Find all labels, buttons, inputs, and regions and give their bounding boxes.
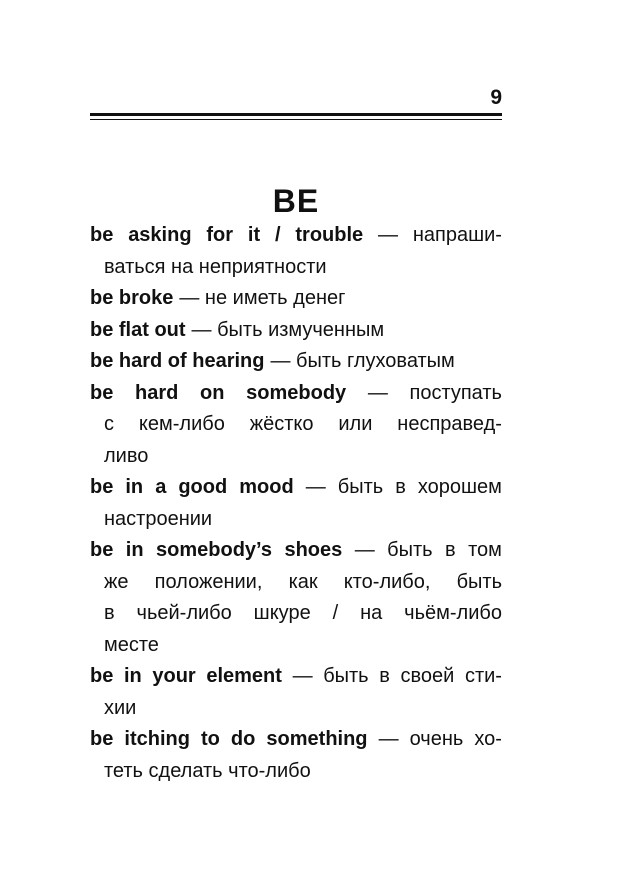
entry-continuation-line (90, 409, 502, 441)
entry-term-word: be hard of hearing (90, 350, 265, 372)
entry-definition-word: чьём-либо (404, 602, 502, 624)
entry-definition-word: чьей-либо (136, 602, 232, 624)
entry-term-word: be (90, 224, 114, 246)
entry-definition-word: на (360, 602, 383, 624)
entry-term-word: be (90, 539, 114, 561)
entry-definition-word: — (305, 476, 326, 498)
entry-first-line (90, 535, 502, 567)
entry-term-word: be (90, 476, 114, 498)
entry-definition-word: — быть глуховатым (270, 350, 455, 372)
entry-term-word: in (125, 476, 144, 498)
entry-continuation-line (90, 252, 502, 284)
entry-term-word: on (200, 381, 225, 404)
entry-term-word: for (206, 224, 234, 246)
entry-definition-word: сти- (464, 665, 502, 687)
entry-definition-word: же (104, 570, 129, 593)
entry-definition-word: быть (387, 539, 433, 561)
entry-definition-word: шкуре (253, 602, 311, 624)
entry-definition-word: в (379, 665, 390, 687)
entry-definition-word: хо- (474, 728, 502, 750)
entry-term-word: your (152, 665, 196, 687)
entry-definition-word: — (354, 539, 375, 561)
entry-term-word: shoes (284, 539, 343, 561)
section-title: BE (272, 183, 320, 220)
entry-definition-word: как (288, 570, 318, 593)
entry-term-word: be (90, 665, 114, 687)
entry-definition-word: своей (400, 665, 455, 687)
header-rule-thick (90, 113, 502, 116)
entry-definition-word: или (338, 413, 373, 435)
entry-term-word: trouble (295, 224, 364, 246)
entry-first-line (90, 220, 502, 252)
entry-term-word: somebody (246, 381, 347, 404)
entry-definition-word: напраши- (412, 224, 502, 246)
entry-term-word: do (230, 728, 256, 750)
dictionary-entry (90, 724, 502, 787)
entry-term-word: to (200, 728, 220, 750)
entry-first-line (90, 724, 502, 756)
entry-definition-word: быть (456, 570, 502, 593)
entry-definition-word: — быть измученным (191, 318, 385, 341)
entry-definition-word: жёстко (249, 413, 314, 435)
entry-term-word: somebody’s (156, 539, 272, 561)
dictionary-entry (90, 283, 502, 315)
entry-definition-word: кто-либо, (343, 570, 431, 593)
entry-continuation-line (90, 504, 502, 536)
dictionary-entry (90, 346, 502, 378)
dictionary-entry (90, 378, 502, 473)
entry-continuation-line (90, 630, 502, 662)
entry-term-word: in (125, 539, 144, 561)
header-rule-thin (90, 119, 502, 120)
entry-definition-word: очень (409, 728, 464, 750)
entry-term-word: be (90, 728, 114, 750)
entry-definition-word: / (332, 602, 339, 624)
entry-definition-word: настроении (104, 507, 213, 530)
dictionary-entry (90, 472, 502, 535)
entry-definition-word: положении, (154, 570, 263, 593)
entry-term-word: asking (128, 224, 192, 246)
entry-term-word: mood (239, 476, 294, 498)
entry-definition-word: — (292, 665, 313, 687)
dictionary-entry (90, 661, 502, 724)
entry-definition-word: несправед- (397, 413, 502, 435)
entry-definition-word: ливо (104, 444, 149, 467)
entry-term-word: hard (135, 381, 179, 404)
entry-definition-word: поступать (409, 381, 502, 404)
entry-continuation-line (90, 693, 502, 725)
entry-term-word: be flat out (90, 318, 186, 341)
entry-term-word: a (155, 476, 167, 498)
entry-first-line (90, 315, 502, 347)
entry-first-line (90, 378, 502, 410)
entry-definition-word: — (378, 224, 398, 246)
page-number: 9 (490, 86, 502, 109)
entry-definition-word: — (367, 381, 388, 404)
entry-term-word: element (206, 665, 282, 687)
entry-definition-word: в (104, 602, 115, 624)
dictionary-entry (90, 315, 502, 347)
entry-term-word: itching (124, 728, 190, 750)
entry-term-word: / (274, 224, 281, 246)
entry-first-line (90, 346, 502, 378)
entry-definition-word: в (445, 539, 456, 561)
entry-definition-word: кем-либо (138, 413, 225, 435)
entry-definition-word: быть (323, 665, 369, 687)
entry-definition-word: в (395, 476, 406, 498)
entry-continuation-line (90, 441, 502, 473)
entry-definition-word: хорошем (417, 476, 502, 498)
entry-definition-word: — не иметь денег (179, 287, 346, 309)
entry-definition-word: быть (337, 476, 384, 498)
entry-continuation-line (90, 567, 502, 599)
entry-definition-word: том (468, 539, 502, 561)
entry-definition-word: с (104, 413, 114, 435)
entry-term-word: be (90, 381, 114, 404)
entry-first-line (90, 472, 502, 504)
entry-first-line (90, 661, 502, 693)
entry-term-word: good (178, 476, 228, 498)
entry-definition-word: ваться на неприятности (104, 255, 327, 278)
phrase-list (90, 220, 502, 787)
entry-term-word: be broke (90, 287, 174, 309)
entry-definition-word: теть сделать что-либо (104, 759, 311, 782)
entry-definition-word: хии (104, 696, 137, 719)
entry-term-word: something (266, 728, 368, 750)
entry-term-word: it (247, 224, 261, 246)
entry-continuation-line (90, 598, 502, 630)
entry-first-line (90, 283, 502, 315)
dictionary-entry (90, 535, 502, 661)
entry-definition-word: месте (104, 633, 159, 656)
dictionary-entry (90, 220, 502, 283)
entry-definition-word: — (378, 728, 399, 750)
entry-continuation-line (90, 756, 502, 788)
entry-term-word: in (123, 665, 142, 687)
